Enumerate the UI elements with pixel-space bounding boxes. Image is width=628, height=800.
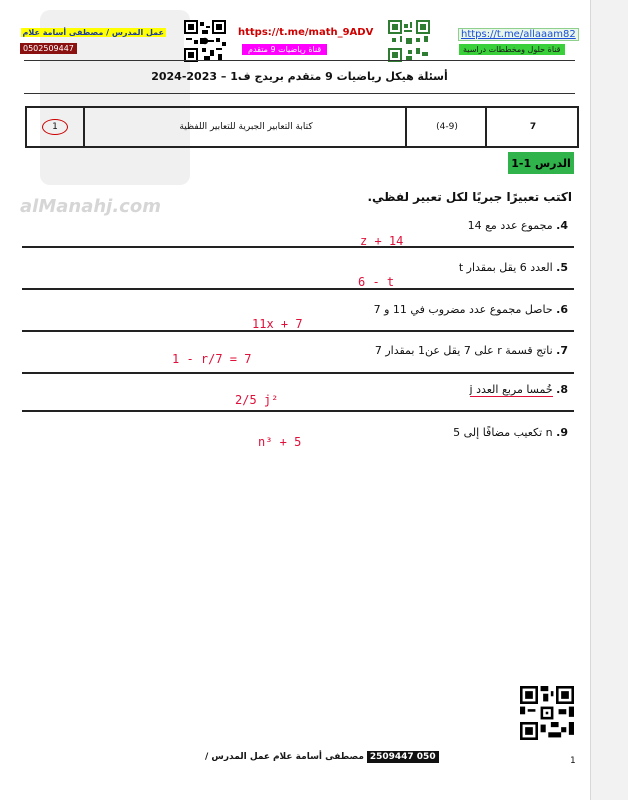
question-number: 7.: [556, 344, 568, 357]
qr-code-icon[interactable]: [388, 20, 430, 62]
page-title: أسئلة هيكل رياضيات 9 متقدم بريدج ف1 – 2023-2024: [151, 70, 448, 83]
question-text: n تكعيب مضافًا إلى 5: [453, 426, 553, 439]
number-circle: 1: [42, 119, 68, 135]
question-6: [374, 303, 568, 316]
telegram-channel-link[interactable]: https://t.me/math_9ADV: [238, 27, 374, 38]
table-cell-count: [485, 108, 579, 146]
divider: [22, 372, 574, 374]
question-text: العدد 6 يقل بمقدار t: [458, 261, 553, 274]
page-number: 1: [570, 756, 576, 766]
table-cell-number: [27, 108, 83, 146]
question-8: [470, 383, 568, 396]
question-4: [468, 219, 568, 232]
qr-code-icon[interactable]: [520, 686, 574, 740]
telegram-group-link[interactable]: https://t.me/allaaam82: [458, 28, 579, 41]
divider: [22, 410, 574, 412]
footer-credit: [205, 752, 439, 762]
question-5: [459, 261, 568, 274]
handwritten-answer: n³ + 5: [258, 435, 302, 449]
table-cell-range: [405, 108, 487, 146]
topic-text: كتابة التعابير الجبرية للتعابير اللفظية: [179, 122, 313, 132]
qr-code-icon[interactable]: [184, 20, 226, 62]
channel-badge: قناة رياضيات 9 متقدم: [242, 44, 327, 55]
count-text: 7: [529, 122, 537, 132]
question-text: مجموع عدد مع 14: [467, 219, 553, 232]
range-text: (4-9): [436, 122, 458, 132]
phone-badge: 0502509447: [20, 43, 77, 54]
question-text: خُمسا مربع العدد j: [469, 383, 553, 396]
footer-phone: 050 2509447: [367, 751, 439, 763]
divider: [22, 246, 574, 248]
right-gutter: [590, 0, 628, 800]
instruction-text: اكتب تعبيرًا جبريًا لكل تعبير لفظي.: [367, 190, 572, 204]
question-number: 8.: [556, 383, 568, 396]
question-text: ناتج قسمة r على 7 يقل عن1 بمقدار 7: [374, 344, 553, 357]
footer-prefix: عمل المدرس /: [205, 752, 271, 762]
table-cell-topic: [83, 108, 407, 146]
question-9: [453, 426, 568, 439]
question-number: 5.: [556, 261, 568, 274]
footer-name: مصطفى أسامة علام: [272, 752, 364, 762]
handwritten-answer: 11x + 7: [252, 317, 303, 331]
watermark-text: alManahj.com: [20, 196, 161, 217]
question-number: 9.: [556, 426, 568, 439]
handwritten-answer: z + 14: [360, 234, 404, 248]
question-number: 4.: [556, 219, 568, 232]
handwritten-answer: 6 - t: [358, 275, 395, 289]
topic-table: [25, 106, 579, 148]
question-text: حاصل مجموع عدد مضروب في 11 و 7: [373, 303, 553, 316]
lesson-badge: الدرس 1-1: [508, 152, 574, 174]
handwritten-answer: 2/5 j²: [235, 393, 279, 407]
teacher-credit-label: عمل المدرس / مصطفى أسامة علام: [22, 28, 164, 37]
group-badge: قناة حلول ومخططات دراسية: [459, 44, 565, 55]
divider: [22, 288, 574, 290]
question-number: 6.: [556, 303, 568, 316]
handwritten-answer: 1 - r/7 = 7: [172, 352, 252, 366]
question-7: [375, 344, 568, 357]
